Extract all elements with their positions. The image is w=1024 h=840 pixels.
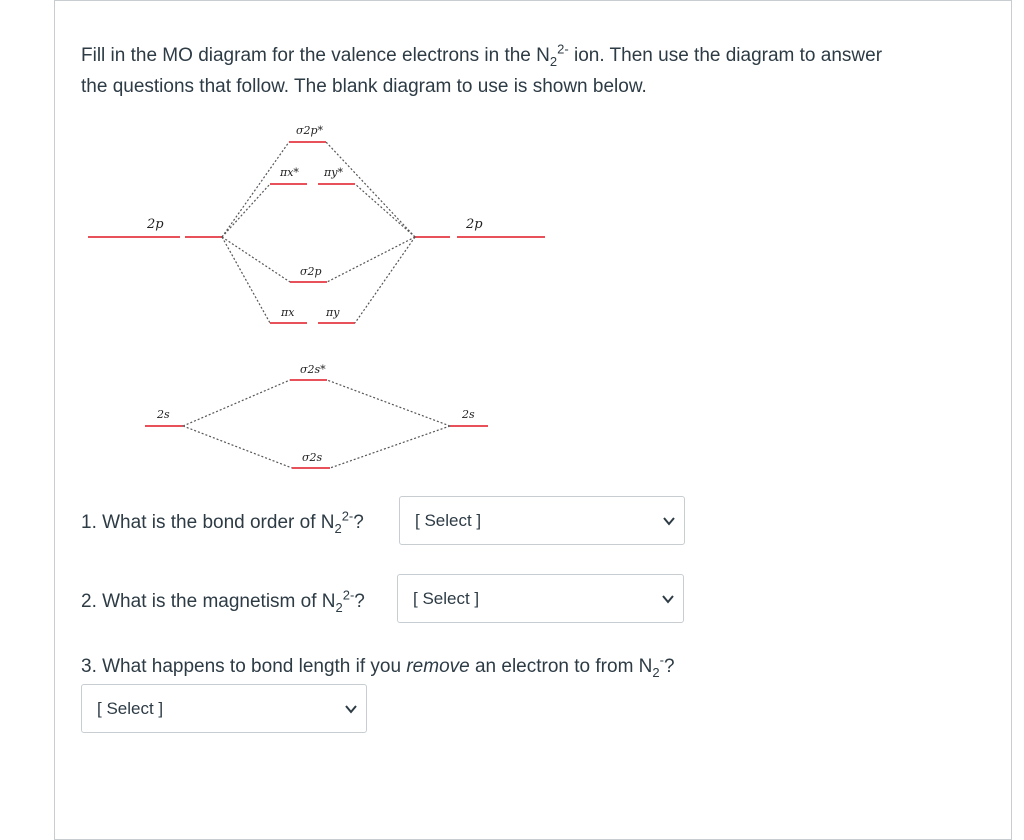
label-pi-star-y: πy* [324, 166, 343, 179]
label-left-2s: 2s [157, 408, 170, 421]
q3-emphasis: remove [406, 656, 470, 677]
q3-select-value: [ Select ] [97, 699, 164, 718]
q1-sup: 2- [341, 508, 354, 524]
intro-text-a: Fill in the MO diagram for the valence electrons in the N [81, 45, 550, 66]
q3-suffix: ? [663, 656, 675, 677]
chevron-down-icon [344, 702, 358, 716]
question-1 [81, 508, 364, 536]
q1-prefix: 1. What is the bond order of N [81, 512, 335, 533]
chevron-down-icon [662, 514, 676, 528]
intro-text-b: ion. Then use the diagram to answer [568, 45, 883, 66]
label-left-2p: 2p [147, 217, 164, 232]
label-pi-x: πx [281, 306, 295, 319]
q3-sub: 2 [652, 664, 660, 680]
q3-sup: - [659, 652, 664, 668]
q2-select-value: [ Select ] [413, 589, 480, 608]
label-sigma-star-2p: σ2p* [296, 124, 324, 137]
label-sigma-star-2s: σ2s* [300, 363, 326, 376]
label-pi-y: πy [326, 306, 340, 319]
intro-subscript: 2 [549, 53, 558, 69]
q1-select[interactable] [399, 496, 685, 545]
label-right-2p: 2p [466, 217, 483, 232]
q1-sub: 2 [334, 520, 342, 536]
q2-prefix: 2. What is the magnetism of N [81, 591, 336, 612]
label-sigma-2s: σ2s [302, 451, 323, 464]
q3-prefix: 3. What happens to bond length if you [81, 656, 407, 677]
intro-superscript: 2- [557, 41, 569, 57]
q2-sub: 2 [335, 599, 343, 615]
intro-text-line2: the questions that follow. The blank diagram to use is shown below. [81, 76, 647, 97]
chevron-down-icon [661, 592, 675, 606]
label-sigma-2p: σ2p [300, 265, 322, 278]
q1-suffix: ? [353, 512, 364, 533]
question-3 [81, 652, 675, 680]
q3-middle: an electron to from N [469, 656, 653, 677]
q1-select-value: [ Select ] [415, 511, 482, 530]
question-2 [81, 587, 365, 615]
label-right-2s: 2s [462, 408, 475, 421]
q2-sup: 2- [342, 587, 355, 603]
q3-select[interactable] [81, 684, 367, 733]
q2-suffix: ? [354, 591, 365, 612]
question-intro [81, 40, 981, 102]
q2-select[interactable] [397, 574, 684, 623]
label-pi-star-x: πx* [280, 166, 299, 179]
